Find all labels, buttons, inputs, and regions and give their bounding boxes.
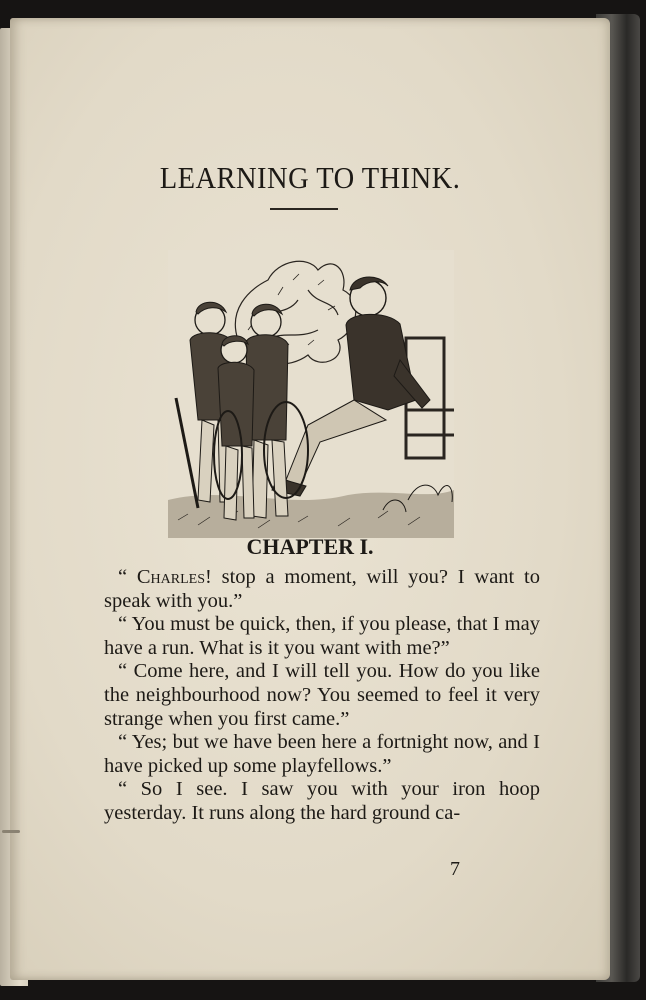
paragraph-text: ! stop a moment, will you? I want to speak with you.”: [104, 566, 540, 612]
paragraph: “ Come here, and I will tell you. How do you like the neighbourhood now? You seemed to feel it very strange when you first came.”: [104, 660, 540, 730]
paragraph: “ So I see. I saw you with your iron hoop yesterday. It runs along the hard ground ca-: [104, 778, 540, 824]
title-rule: [270, 208, 338, 210]
body-text: [104, 566, 540, 826]
paragraph: “ Yes; but we have been here a fortnight now, and I have picked up some playfellows.”: [104, 731, 540, 777]
binding-stitch: [2, 830, 20, 833]
chapter-heading: CHAPTER I.: [246, 534, 374, 559]
speaker-name: “ Charles: [118, 566, 205, 588]
page-number: 7: [450, 858, 460, 880]
book-page: [10, 18, 610, 980]
woodcut-engraving-icon: [168, 250, 454, 538]
paragraph: “ You must be quick, then, if you please, that I may have a run. What is it you want with me?”: [104, 613, 540, 659]
paragraph: [104, 566, 540, 613]
page-title: LEARNING TO THINK.: [159, 160, 461, 195]
